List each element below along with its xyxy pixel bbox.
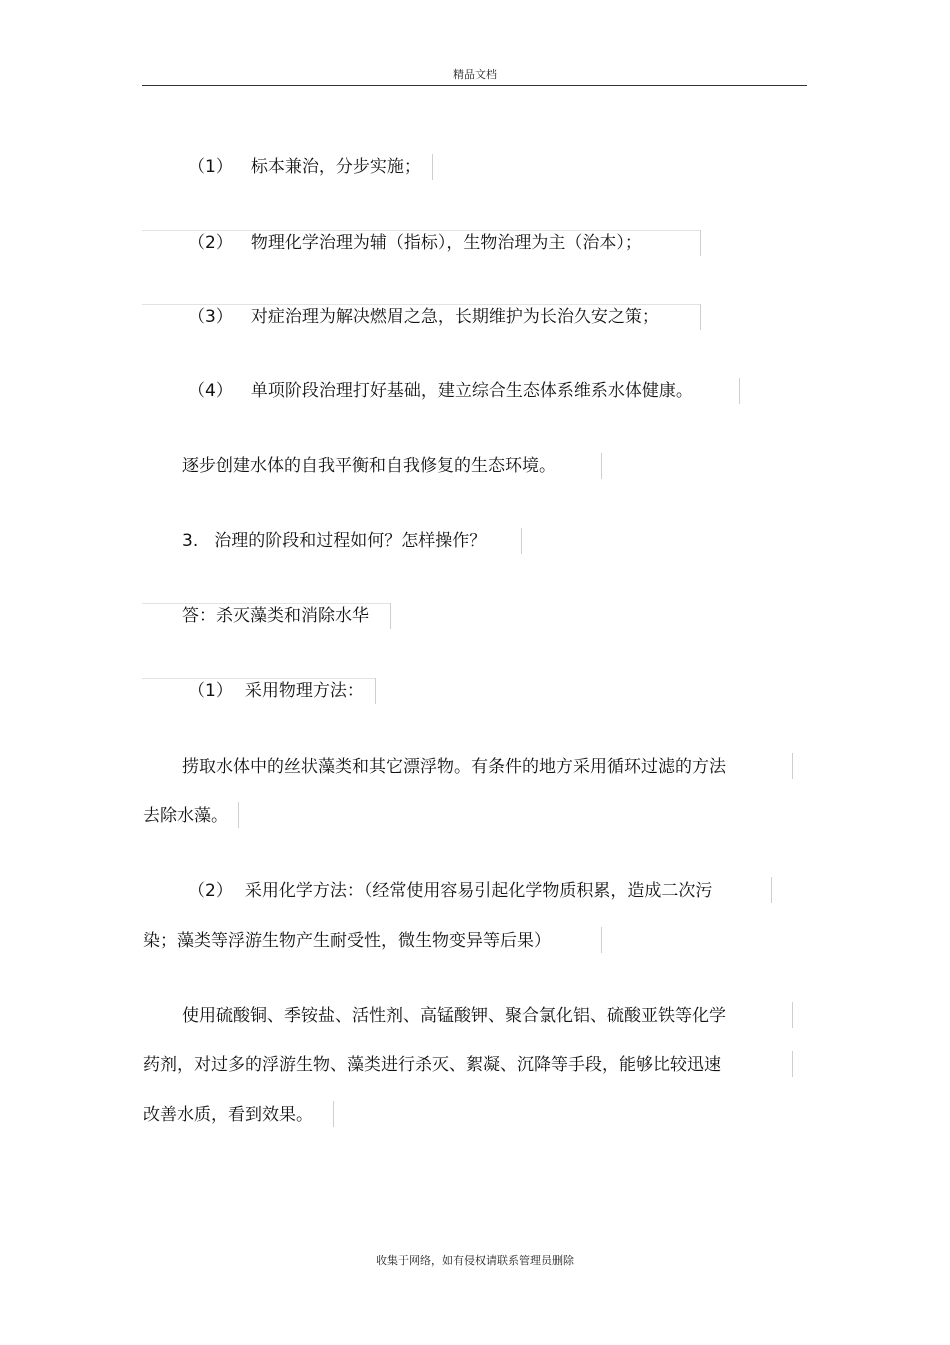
text-box-edge	[700, 230, 701, 256]
text-box-edge	[238, 802, 239, 828]
list-item-2	[188, 232, 642, 254]
question-text: 治理的阶段和过程如何？怎样操作？	[214, 531, 487, 551]
text-box-edge	[792, 1051, 793, 1077]
text-box-edge	[142, 230, 700, 231]
text-box-edge	[771, 877, 772, 903]
method-2-body-line-1: 使用硫酸铜、季铵盐、活性剂、高锰酸钾、聚合氯化铝、硫酸亚铁等化学	[182, 1006, 726, 1026]
text-box-edge	[390, 603, 391, 629]
method-2-body-line-3: 改善水质，看到效果。	[143, 1105, 313, 1125]
list-item-1	[188, 156, 421, 178]
text-box-edge	[601, 927, 602, 953]
page-header: 精品文档	[453, 68, 497, 81]
text-box-edge	[333, 1101, 334, 1127]
method-1-body-line-1: 捞取水体中的丝状藻类和其它漂浮物。有条件的地方采用循环过滤的方法	[182, 757, 726, 777]
text-box-edge	[142, 603, 390, 604]
item-number: （2）	[188, 233, 233, 253]
item-text: 对症治理为解决燃眉之急，长期维护为长治久安之策；	[250, 307, 659, 327]
item-number: （1）	[188, 157, 233, 177]
text-box-edge	[739, 378, 740, 404]
list-item-4	[188, 380, 693, 402]
question-number: 3.	[182, 531, 199, 551]
method-1-body-line-2: 去除水藻。	[143, 806, 228, 826]
question-heading	[182, 530, 486, 552]
header-rule	[142, 85, 807, 86]
text-box-edge	[521, 528, 522, 554]
item-number: （2）	[188, 881, 233, 901]
item-text: 标本兼治，分步实施；	[250, 157, 421, 177]
text-box-edge	[142, 304, 700, 305]
text-box-edge	[792, 1002, 793, 1028]
text-box-edge	[601, 453, 602, 479]
text-box-edge	[792, 753, 793, 779]
item-number: （3）	[188, 307, 233, 327]
page-footer: 收集于网络，如有侵权请联系管理员删除	[376, 1254, 574, 1267]
item-text: 采用化学方法：（经常使用容易引起化学物质积累，造成二次污	[244, 881, 713, 901]
item-text: 单项阶段治理打好基础，建立综合生态体系维系水体健康。	[250, 381, 693, 401]
item-number: （1）	[188, 681, 233, 701]
text-box-edge	[432, 154, 433, 180]
text-box-edge	[142, 678, 375, 679]
answer-line: 答：杀灭藻类和消除水华	[182, 606, 369, 626]
method-2-heading	[188, 880, 712, 902]
text-box-edge	[375, 678, 376, 704]
summary-paragraph: 逐步创建水体的自我平衡和自我修复的生态环境。	[182, 456, 556, 476]
list-item-3	[188, 306, 659, 328]
item-text: 采用物理方法：	[244, 681, 364, 701]
method-2-heading-line-2: 染；藻类等浮游生物产生耐受性，微生物变异等后果）	[143, 931, 551, 951]
method-1-heading	[188, 680, 364, 702]
method-2-body-line-2: 药剂，对过多的浮游生物、藻类进行杀灭、絮凝、沉降等手段，能够比较迅速	[143, 1055, 721, 1075]
text-box-edge	[700, 304, 701, 330]
item-text: 物理化学治理为辅（指标），生物治理为主（治本）；	[250, 233, 642, 253]
item-number: （4）	[188, 381, 233, 401]
